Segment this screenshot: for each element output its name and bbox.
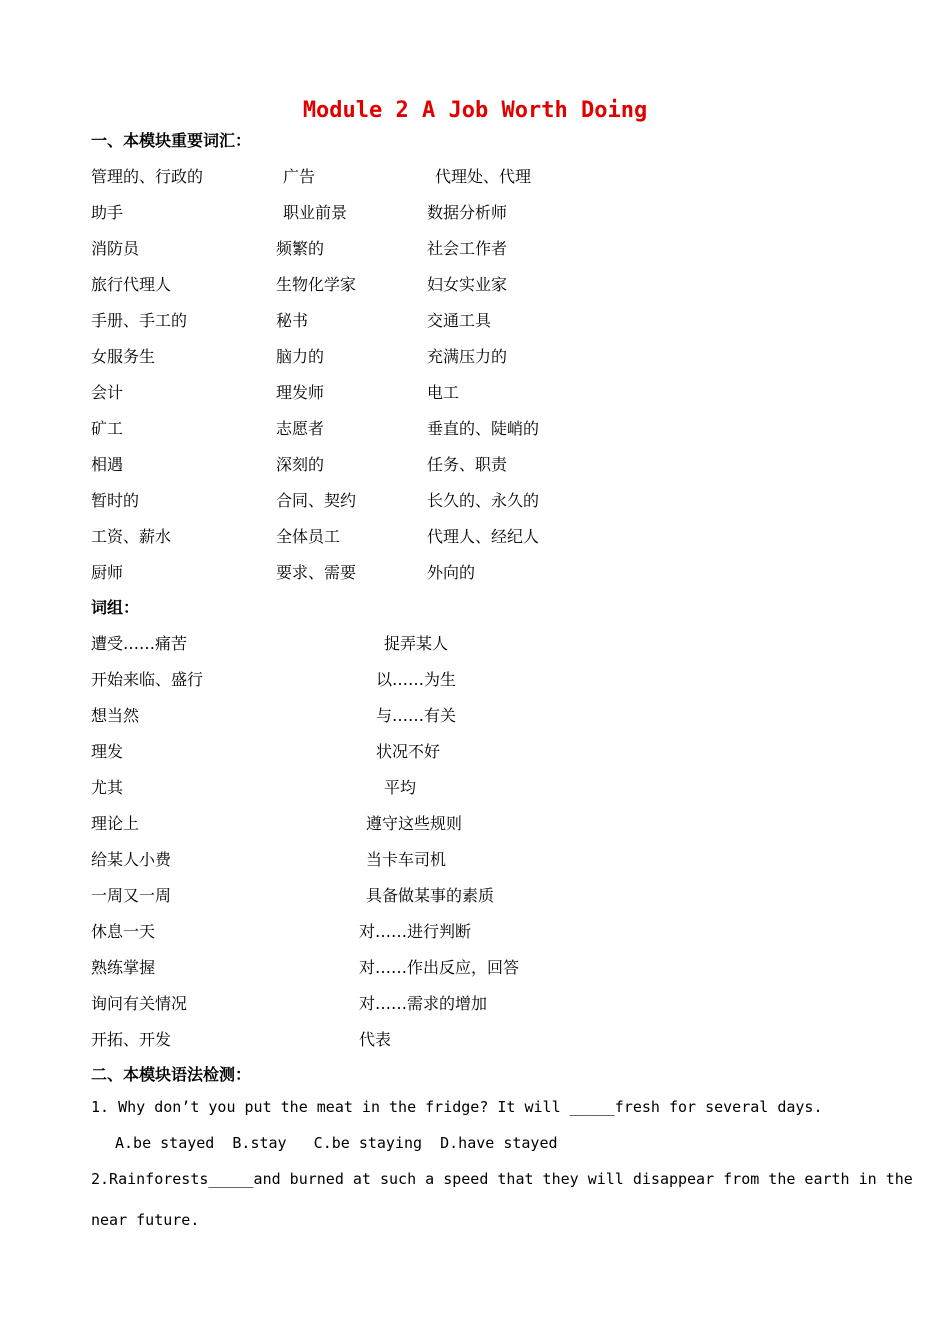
phrase-section-heading: 词组： [91, 598, 140, 617]
vocab-term: 代理人、经纪人 [427, 527, 540, 546]
vocab-row [0, 452, 950, 474]
vocab-term: 女服务生 [91, 347, 156, 366]
phrase-term: 与……有关 [376, 706, 457, 725]
phrase-term: 休息一天 [91, 922, 156, 941]
phrase-term: 遭受……痛苦 [91, 634, 188, 653]
vocab-row [0, 560, 950, 582]
vocab-row [0, 164, 950, 186]
vocab-term: 全体员工 [276, 527, 341, 546]
phrase-term: 尤其 [91, 778, 124, 797]
vocab-term: 充满压力的 [427, 347, 508, 366]
phrase-term: 遵守这些规则 [366, 814, 463, 833]
vocab-term: 广告 [283, 167, 316, 186]
vocab-term: 秘书 [276, 311, 309, 330]
phrase-row [0, 667, 950, 689]
vocab-term: 电工 [427, 383, 460, 402]
vocab-term: 长久的、永久的 [427, 491, 540, 510]
vocab-term: 代理处、代理 [435, 167, 532, 186]
phrase-term: 开拓、开发 [91, 1030, 172, 1049]
phrase-term: 具备做某事的素质 [366, 886, 495, 905]
vocab-term: 消防员 [91, 239, 140, 258]
vocab-term: 生物化学家 [276, 275, 357, 294]
phrase-row [0, 703, 950, 725]
phrase-term: 以……为生 [376, 670, 457, 689]
phrase-row [0, 739, 950, 761]
vocab-term: 暂时的 [91, 491, 140, 510]
phrase-term: 理发 [91, 742, 124, 761]
vocab-row [0, 416, 950, 438]
question-2-line-2: near future. [91, 1211, 200, 1229]
phrase-row [0, 811, 950, 833]
vocab-term: 频繁的 [276, 239, 325, 258]
vocab-term: 社会工作者 [427, 239, 508, 258]
vocab-term: 理发师 [276, 383, 325, 402]
vocab-term: 数据分析师 [427, 203, 508, 222]
vocab-term: 厨师 [91, 563, 124, 582]
phrase-term: 捉弄某人 [384, 634, 449, 653]
phrase-term: 状况不好 [376, 742, 441, 761]
vocab-section-heading: 一、本模块重要词汇： [91, 131, 252, 150]
vocab-row [0, 236, 950, 258]
phrase-term: 对……需求的增加 [359, 994, 488, 1013]
phrase-row [0, 919, 950, 941]
vocab-term: 助手 [91, 203, 124, 222]
vocab-term: 旅行代理人 [91, 275, 172, 294]
phrase-row [0, 847, 950, 869]
phrase-term: 理论上 [91, 814, 140, 833]
phrase-row [0, 775, 950, 797]
grammar-section-heading: 二、本模块语法检测： [91, 1065, 252, 1084]
vocab-term: 相遇 [91, 455, 124, 474]
vocab-term: 任务、职责 [427, 455, 508, 474]
vocab-term: 脑力的 [276, 347, 325, 366]
vocab-term: 交通工具 [427, 311, 492, 330]
question-1-options: A.be stayed B.stay C.be staying D.have stayed [115, 1134, 558, 1152]
vocab-row [0, 488, 950, 510]
page-title: Module 2 A Job Worth Doing [302, 98, 648, 123]
phrase-row [0, 883, 950, 905]
question-2-line-1: 2.Rainforests_____and burned at such a speed that they will disappear from the earth in the [91, 1170, 913, 1188]
phrase-row [0, 631, 950, 653]
vocab-term: 管理的、行政的 [91, 167, 204, 186]
vocab-term: 志愿者 [276, 419, 325, 438]
phrase-term: 想当然 [91, 706, 140, 725]
phrase-term: 代表 [359, 1030, 392, 1049]
question-1: 1. Why don’t you put the meat in the fridge? It will _____fresh for several days. [91, 1098, 823, 1116]
vocab-term: 职业前景 [283, 203, 348, 222]
vocab-row [0, 344, 950, 366]
phrase-row [0, 955, 950, 977]
phrase-term: 给某人小费 [91, 850, 172, 869]
phrase-term: 开始来临、盛行 [91, 670, 204, 689]
vocab-term: 合同、契约 [276, 491, 357, 510]
vocab-term: 矿工 [91, 419, 124, 438]
phrase-term: 平均 [384, 778, 417, 797]
vocab-term: 外向的 [427, 563, 476, 582]
vocab-row [0, 308, 950, 330]
vocab-term: 深刻的 [276, 455, 325, 474]
vocab-row [0, 272, 950, 294]
vocab-term: 工资、薪水 [91, 527, 172, 546]
vocab-row [0, 524, 950, 546]
vocab-row [0, 200, 950, 222]
vocab-term: 妇女实业家 [427, 275, 508, 294]
phrase-term: 对……进行判断 [359, 922, 472, 941]
phrase-term: 当卡车司机 [366, 850, 447, 869]
phrase-row [0, 1027, 950, 1049]
vocab-term: 垂直的、陡峭的 [427, 419, 540, 438]
phrase-row [0, 991, 950, 1013]
vocab-term: 要求、需要 [276, 563, 357, 582]
vocab-term: 会计 [91, 383, 124, 402]
vocab-term: 手册、手工的 [91, 311, 188, 330]
phrase-term: 熟练掌握 [91, 958, 156, 977]
vocab-row [0, 380, 950, 402]
phrase-term: 一周又一周 [91, 886, 172, 905]
phrase-term: 询问有关情况 [91, 994, 188, 1013]
phrase-term: 对……作出反应，回答 [359, 958, 520, 977]
